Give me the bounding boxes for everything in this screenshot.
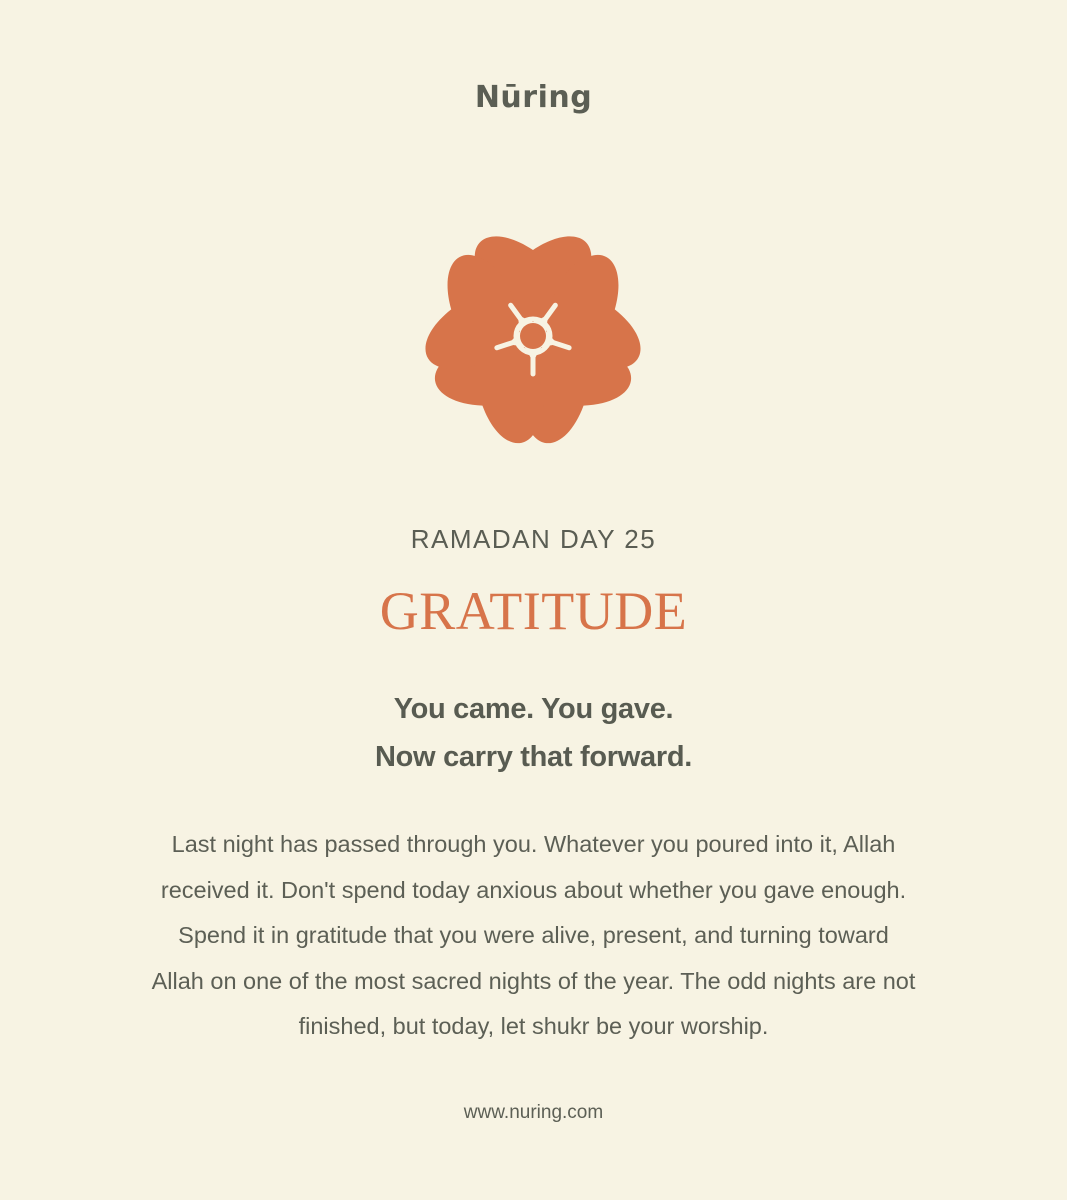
tagline-line: You came. You gave. <box>393 693 674 725</box>
body-line: received it. Don't spend today anxious about whether you gave enough. <box>160 876 907 903</box>
body-line: Spend it in gratitude that you were alive, present, and turning toward <box>178 922 889 948</box>
body-line: Allah on one of the most sacred nights of the year. The odd nights are not <box>151 967 916 994</box>
body-line: Last night has passed through you. Whatever you poured into it, Allah <box>171 831 896 857</box>
body-paragraph <box>0 822 1067 1050</box>
day-label: RAMADAN DAY 25 <box>410 524 657 554</box>
flower-icon <box>422 225 644 447</box>
tagline-line: Now carry that forward. <box>375 741 692 773</box>
tagline <box>0 685 1067 781</box>
footer-url: www.nuring.com <box>463 1102 604 1123</box>
body-line: finished, but today, let shukr be your worship. <box>298 1013 769 1039</box>
brand-logo: Nūring <box>474 80 593 115</box>
page-title: GRATITUDE <box>379 581 688 641</box>
